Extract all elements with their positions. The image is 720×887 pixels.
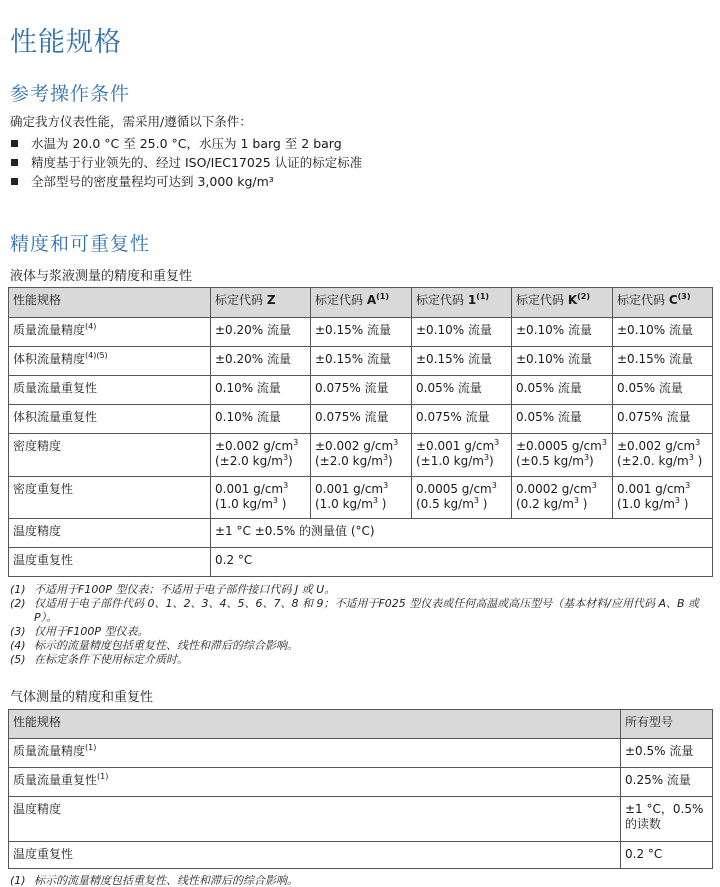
liquid-table-footnotes — [10, 583, 700, 667]
table-row: 体积流量精度$^{(4)(5)}$ ±0.20% 流量 ±0.15% 流量 ±0.15% 流量 ±0.10% 流量 ±0.15% 流量 — [9, 347, 713, 376]
header-cell-code-k: 标定代码 $K^{(2)}$ — [512, 288, 613, 318]
table-row: 密度重复性 0.001 $g/cm^3$ (1.0 $kg/m^3$ ) 0.001 $g/cm^3$ (1.0 $kg/m^3$ ) 0.0005 $g/cm^3$ (0.5 $kg/m^3$ ) 0.0002 $g/cm^3$ (0.2 $kg/m^3$ ) 0.001 $g/cm^3$ (1.0 $kg/m^3$ ) — [9, 477, 713, 519]
header-cell: 性能规格 — [9, 710, 621, 739]
header-cell-code-a: 标定代码 $A^{(1)}$ — [311, 288, 412, 318]
header-cell-code-c: 标定代码 $C^{(3)}$ — [613, 288, 713, 318]
table-row: 体积流量重复性 0.10% 流量 0.075% 流量 0.075% 流量 0.05% 流量 0.075% 流量 — [9, 405, 713, 434]
table-row: 温度精度 ±1 °C ±0.5% 的测量值 (°C) — [9, 519, 713, 548]
table-header-row — [9, 288, 713, 318]
gas-table-caption: 气体测量的精度和重复性 — [10, 690, 154, 705]
table-row: 质量流量精度$^{(1)}$ ±0.5% 流量 — [9, 739, 713, 768]
footnote: (5) 在标定条件下使用标定介质时。 — [10, 653, 188, 666]
footnote: (1) 不适用于F100P 型仪表；不适用于电子部件接口代码 J 或 U。 — [10, 583, 336, 596]
reference-conditions-list — [10, 134, 362, 191]
footnote: (3) 仅用于F100P 型仪表。 — [10, 625, 149, 638]
table-row: 温度重复性 0.2 °C — [9, 842, 713, 869]
table-row: 质量流量重复性$^{(1)}$ 0.25% 流量 — [9, 768, 713, 797]
table-row: 温度精度 ±1 °C，0.5% 的读数 — [9, 797, 713, 842]
reference-intro: 确定我方仪表性能，需采用/遵循以下条件： — [10, 114, 252, 129]
header-cell-code-1: 标定代码 1$^{(1)}$ — [412, 288, 512, 318]
page-title: 性能规格 — [10, 27, 122, 58]
list-item: 精度基于行业领先的、经过 ISO/IEC17025 认证的标定标准 — [10, 153, 362, 172]
bullet-square-icon — [11, 159, 18, 166]
header-cell-code-z: 标定代码 Z — [211, 288, 311, 318]
gas-table-footnotes — [10, 874, 700, 887]
table-row: 温度重复性 0.2 °C — [9, 548, 713, 577]
header-cell-all-models: 所有型号 — [621, 710, 713, 739]
gas-accuracy-table — [8, 709, 713, 869]
table-row: 质量流量重复性 0.10% 流量 0.075% 流量 0.05% 流量 0.05% 流量 0.05% 流量 — [9, 376, 713, 405]
table-row: 密度精度 ±0.002 $g/cm^3$ (±2.0 $kg/m^3$) ±0.002 $g/cm^3$ (±2.0 $kg/m^3$) ±0.001 $g/cm^3$ (±1.0 $kg/m^3$) ±0.0005 $g/cm^3$ (±0.5 $kg/m^3$) ±0.002 $g/cm^3$ (±2.0. $kg/m^3$ ) — [9, 434, 713, 477]
section-heading-accuracy: 精度和可重复性 — [10, 233, 151, 255]
liquid-table-caption: 液体与浆液测量的精度和重复性 — [10, 269, 193, 284]
footnote: (2) 仅适用于电子部件代码 0、1、2、3、4、5、6、7、8 和 9；不适用于F025 型仪表或任何高温或高压型号（基本材料/应用代码 A、B 或 P）。 — [10, 597, 700, 624]
list-item: 水温为 20.0 °C 至 25.0 °C，水压为 1 barg 至 2 barg — [10, 134, 362, 153]
table-header-row — [9, 710, 713, 739]
section-heading-reference-conditions: 参考操作条件 — [10, 83, 131, 105]
list-item: 全部型号的密度量程均可达到 3,000 kg/m³ — [10, 172, 362, 191]
table-row: 质量流量精度$^{(4)}$ ±0.20% 流量 ±0.15% 流量 ±0.10% 流量 ±0.10% 流量 ±0.10% 流量 — [9, 318, 713, 347]
header-cell: 性能规格 — [9, 288, 211, 318]
bullet-square-icon — [11, 178, 18, 185]
liquid-accuracy-table — [8, 287, 713, 577]
footnote: (1) 标示的流量精度包括重复性、线性和滞后的综合影响。 — [10, 874, 298, 887]
bullet-square-icon — [11, 140, 18, 147]
footnote: (4) 标示的流量精度包括重复性、线性和滞后的综合影响。 — [10, 639, 298, 652]
